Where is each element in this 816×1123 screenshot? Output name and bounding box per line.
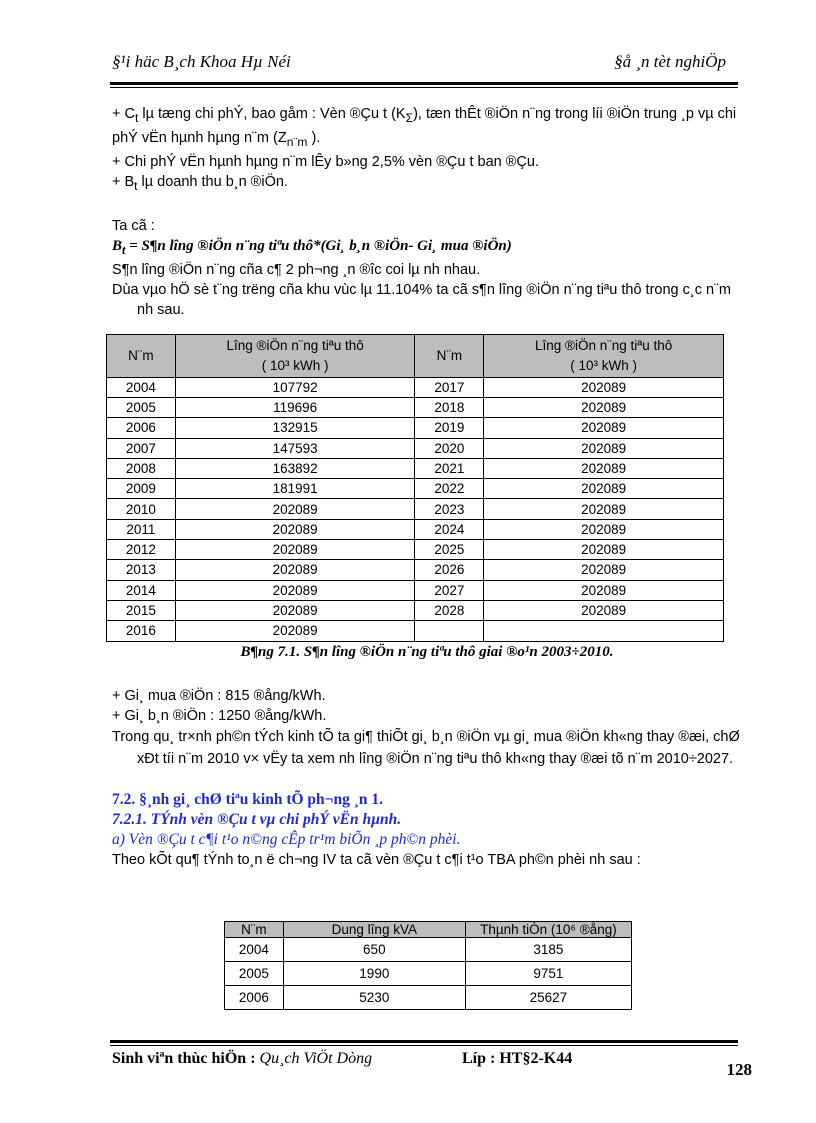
table-row (107, 438, 724, 458)
table-cell: 2005 (107, 397, 176, 417)
table-row (107, 499, 724, 519)
table-cell: 202089 (484, 499, 724, 519)
table-cell: 9751 (465, 962, 631, 986)
table-caption: B¶ng 7.1. S¶n lîng ®iÖn n¨ng tiªu thô giai ®o¹n 2003÷2010. (240, 643, 614, 660)
table-row (225, 962, 632, 986)
para-san-luong: S¶n lîng ®iÖn n¨ng cña c¶ 2 ph¬ng ¸n ®îc coi lµ nh nhau. (112, 261, 481, 278)
header-rule-thin (110, 87, 738, 88)
table-cell: 132915 (175, 418, 415, 438)
footer-class: Líp : HT§2-K44 (462, 1050, 573, 1067)
th2-capacity: Dung lîng kVA (283, 922, 465, 938)
section-a: a) Vèn ®Çu t c¶i t¹o n©ng cÊp tr¹m biÕn ¸p ph©n phèi. (112, 830, 461, 848)
gia-mua: + Gi¸ mua ®iÖn : 815 ®ång/kWh. (112, 687, 326, 704)
table-row (107, 479, 724, 499)
table-cell: 2019 (415, 418, 484, 438)
table-cell: 2013 (107, 560, 176, 580)
table-cell: 2016 (107, 621, 176, 641)
table-cell: 2027 (415, 580, 484, 600)
table-cell: 202089 (484, 377, 724, 397)
table-cell: 2015 (107, 600, 176, 620)
table-cell: 5230 (283, 986, 465, 1010)
table-cell: 202089 (175, 580, 415, 600)
table-cell: 202089 (175, 519, 415, 539)
table-cell: 2007 (107, 438, 176, 458)
th2-amount: Thµnh tiÒn (10⁶ ®ång) (465, 922, 631, 938)
table-cell: 2004 (107, 377, 176, 397)
table-cell: 202089 (484, 540, 724, 560)
th2-year: N¨m (225, 922, 284, 938)
table-cell: 202089 (484, 479, 724, 499)
table-cell: 1990 (283, 962, 465, 986)
table-cell (484, 621, 724, 641)
table-row (107, 621, 724, 641)
section-7-2: 7.2. §¸nh gi¸ chØ tiªu kinh tÕ ph¬ng ¸n 1. (112, 790, 384, 808)
table-cell: 2028 (415, 600, 484, 620)
table-cell: 202089 (175, 600, 415, 620)
th-year: N¨m (107, 334, 176, 377)
table-row (107, 540, 724, 560)
table-row (107, 560, 724, 580)
table-cell: 3185 (465, 938, 631, 962)
ta-co: Ta cã : (112, 217, 155, 234)
table-row (107, 580, 724, 600)
table-cell: 2014 (107, 580, 176, 600)
table-row (107, 397, 724, 417)
para-phan-tich: Trong qu¸ tr×nh ph©n tÝch kinh tÕ ta gi¶ thiÕt gi¸ b¸n ®iÖn vµ gi¸ mua ®iÖn kh«ng thay ®æi, chØ xÐt tíi n¨m 2010 v× vËy ta xem nh lîng ®iÖn n¨ng tiªu thô kh«ng thay ®æi tõ n¨m 2010÷2027. (112, 728, 740, 767)
table-cell (415, 621, 484, 641)
table-cell: 2010 (107, 499, 176, 519)
footer-rule (110, 1040, 738, 1043)
table-cell: 202089 (484, 418, 724, 438)
page-body (112, 104, 742, 870)
bullet-ct: + $C_t$ lµ tæng chi phÝ, bao gåm : Vèn ®Çu t $(K_\Sigma)$, tæn thÊt ®iÖn n¨ng trong líi ®iÖn trung ¸p vµ chi phÝ vËn hµnh hµng n¨m ($Z_{n¨m}$ ). (112, 106, 737, 149)
table-cell: 147593 (175, 438, 415, 458)
table-cell: 2005 (225, 962, 284, 986)
para-ket-qua: Theo kÕt qu¶ tÝnh to¸n ë ch¬ng IV ta cã vèn ®Çu t c¶i t¹o TBA ph©n phèi nh sau : (112, 851, 641, 868)
table-cell: 119696 (175, 397, 415, 417)
page-number: 128 (726, 1060, 752, 1079)
footer-rule-thin (110, 1045, 738, 1046)
table-cell: 202089 (484, 397, 724, 417)
formula: $B_t$ = S¶n lîng ®iÖn n¨ng tiªu thô*(Gi¸ b¸n ®iÖn- Gi¸ mua ®iÖn) (112, 237, 512, 257)
table-cell: 2012 (107, 540, 176, 560)
table-cell: 2022 (415, 479, 484, 499)
th-year-2: N¨m (415, 334, 484, 377)
table-cell: 2006 (225, 986, 284, 1010)
header-rule (110, 82, 738, 85)
table-cell: 202089 (175, 560, 415, 580)
header-left: §¹i häc B¸ch Khoa Hµ Néi (112, 52, 291, 71)
consumption-table (106, 334, 724, 642)
table-row (107, 458, 724, 478)
bullet-bt: + $B_t$ lµ doanh thu b¸n ®iÖn. (112, 173, 288, 193)
table-cell: 2011 (107, 519, 176, 539)
gia-ban: + Gi¸ b¸n ®iÖn : 1250 ®ång/kWh. (112, 707, 327, 724)
table-row (107, 519, 724, 539)
table-cell: 202089 (484, 519, 724, 539)
table-cell: 202089 (175, 540, 415, 560)
footer-student: Sinh viªn thùc hiÖn : Qu¸ch ViÖt Dòng (112, 1050, 373, 1067)
table-cell: 202089 (484, 580, 724, 600)
table-row (225, 938, 632, 962)
table-cell: 2020 (415, 438, 484, 458)
table-cell: 2026 (415, 560, 484, 580)
table-row (107, 600, 724, 620)
table-cell: 2004 (225, 938, 284, 962)
table-cell: 2023 (415, 499, 484, 519)
th-val: Lîng ®iÖn n¨ng tiªu thô ( 10³ kWh ) (175, 334, 415, 377)
table-cell: 2018 (415, 397, 484, 417)
table-cell: 2025 (415, 540, 484, 560)
table-cell: 202089 (175, 621, 415, 641)
para-he-so: Dùa vµo hÖ sè t¨ng trëng cña khu vùc lµ 11.104% ta cã s¶n lîng ®iÖn n¨ng tiªu thô trong c¸c n¨m nh sau. (112, 281, 731, 318)
table-cell: 2008 (107, 458, 176, 478)
bullet-chi-phi: + Chi phÝ vËn hµnh hµng n¨m lÊy b»ng 2,5% vèn ®Çu t ban ®Çu. (112, 153, 539, 170)
table-cell: 25627 (465, 986, 631, 1010)
table-cell: 650 (283, 938, 465, 962)
th-val-2: Lîng ®iÖn n¨ng tiªu thô ( 10³ kWh ) (484, 334, 724, 377)
table-cell: 107792 (175, 377, 415, 397)
table-cell: 202089 (484, 458, 724, 478)
table-cell: 2009 (107, 479, 176, 499)
table-cell: 202089 (484, 600, 724, 620)
table-row (107, 377, 724, 397)
table-cell: 202089 (484, 560, 724, 580)
table-cell: 2017 (415, 377, 484, 397)
table-cell: 202089 (484, 438, 724, 458)
table-row (107, 418, 724, 438)
table-cell: 202089 (175, 499, 415, 519)
table-cell: 163892 (175, 458, 415, 478)
investment-table (224, 921, 632, 1010)
table-cell: 2006 (107, 418, 176, 438)
table-cell: 2021 (415, 458, 484, 478)
section-7-2-1: 7.2.1. TÝnh vèn ®Çu t vµ chi phÝ vËn hµnh. (112, 810, 402, 828)
header-right: §å ¸n tèt nghiÖp (614, 52, 726, 71)
table-cell: 181991 (175, 479, 415, 499)
table-cell: 2024 (415, 519, 484, 539)
table-row (225, 986, 632, 1010)
